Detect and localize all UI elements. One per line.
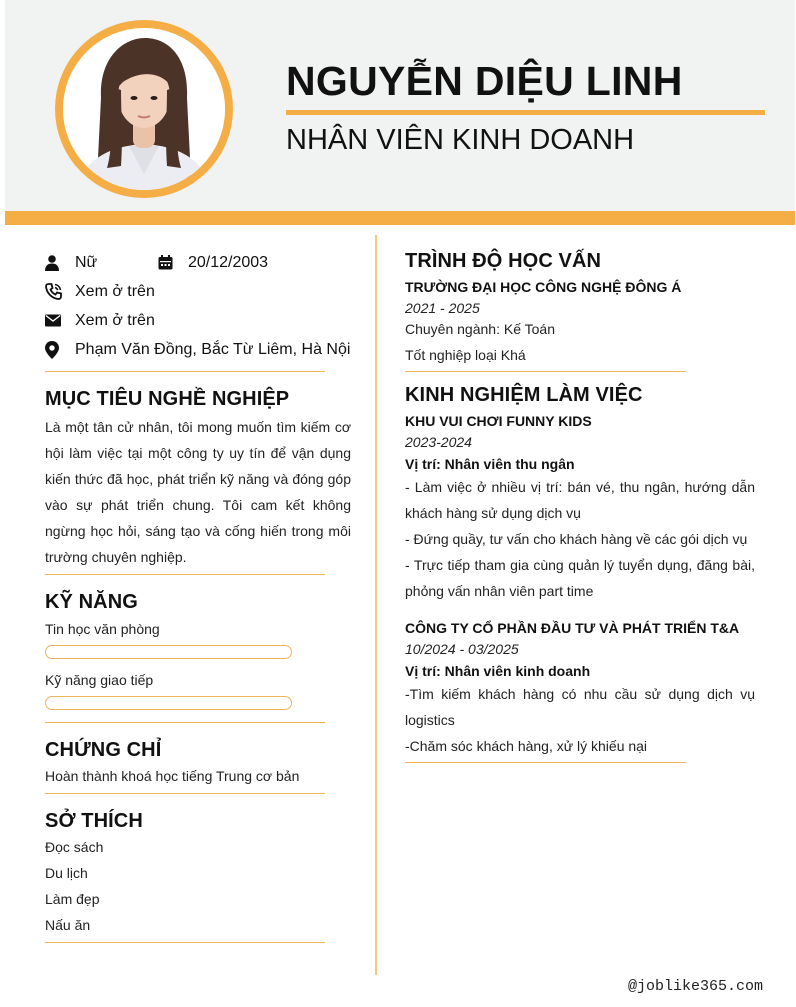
- header-accent-bar: [5, 211, 795, 225]
- left-column: [45, 248, 351, 943]
- contact-gender-dob-row: [45, 248, 351, 277]
- objective-text: Là một tân cử nhân, tôi mong muốn tìm kiếm cơ hội làm việc tại một công ty uy tín để vận dụng kiến thức đã học, phát triển kỹ năng và đóng góp vào sự phát triển chung. Tôi cam kết không ngừng học hỏi, sáng tạo và cống hiến trong môi trường chuyên nghiệp.: [45, 419, 351, 565]
- school-name: TRƯỜNG ĐẠI HỌC CÔNG NGHỆ ĐÔNG Á: [405, 279, 682, 295]
- skill-label: Tin học văn phòng: [45, 621, 160, 637]
- contact-email-row: [45, 306, 351, 335]
- phone-icon: [45, 283, 75, 300]
- column-divider: [375, 235, 377, 975]
- job-period: 10/2024 - 03/2025: [405, 641, 519, 657]
- calendar-icon: [158, 255, 188, 270]
- education-grade: Tốt nghiệp loại Khá: [405, 347, 526, 363]
- candidate-job-title: NHÂN VIÊN KINH DOANH: [286, 124, 635, 156]
- right-column: [405, 250, 755, 763]
- job-duty: - Trực tiếp tham gia cùng quản lý tuyển dụng, đăng bài, phỏng vấn nhân viên part time: [405, 557, 755, 599]
- site-watermark: @joblike365.com: [627, 978, 763, 995]
- candidate-name: NGUYỄN DIỆU LINH: [286, 58, 683, 104]
- certificates-heading: CHỨNG CHỈ: [45, 739, 162, 761]
- section-separator: [45, 942, 325, 943]
- name-underline: [286, 110, 765, 115]
- job-duty: -Tìm kiếm khách hàng có nhu cầu sử dụng dịch vụ logistics: [405, 686, 755, 728]
- envelope-icon: [45, 314, 75, 327]
- job-position: Vị trí: Nhân viên thu ngân: [405, 456, 575, 472]
- job-company: KHU VUI CHƠI FUNNY KIDS: [405, 413, 592, 429]
- hobby-item: Du lịch: [45, 865, 88, 881]
- experience-heading: KINH NGHIỆM LÀM VIỆC: [405, 384, 643, 406]
- section-separator: [405, 371, 686, 372]
- dob-value: 20/12/2003: [188, 253, 269, 271]
- hobby-item: Đọc sách: [45, 839, 104, 855]
- skill-level-bar: [45, 645, 292, 659]
- email-value: Xem ở trên: [75, 311, 155, 329]
- hobby-item: Làm đẹp: [45, 891, 100, 907]
- education-period: 2021 - 2025: [405, 300, 480, 316]
- job-duty: - Làm việc ở nhiều vị trí: bán vé, thu ngân, hướng dẫn khách hàng sử dụng dịch vụ: [405, 479, 755, 521]
- job-duty: - Đứng quầy, tư vấn cho khách hàng về các gói dịch vụ: [405, 531, 748, 547]
- job-company: CÔNG TY CỔ PHẦN ĐẦU TƯ VÀ PHÁT TRIỂN T&A: [405, 620, 740, 636]
- job-duty: -Chăm sóc khách hàng, xử lý khiếu nại: [405, 738, 648, 754]
- phone-value: Xem ở trên: [75, 282, 155, 300]
- gender-value: Nữ: [75, 253, 98, 271]
- hobbies-list: [45, 834, 351, 938]
- job-entry: [405, 413, 755, 604]
- profile-photo-frame: [55, 20, 233, 198]
- location-pin-icon: [45, 341, 75, 359]
- hobbies-heading: SỞ THÍCH: [45, 810, 143, 832]
- section-separator: [45, 722, 325, 723]
- profile-photo: [63, 28, 225, 190]
- section-separator: [45, 574, 325, 575]
- job-period: 2023-2024: [405, 434, 472, 450]
- person-icon: [45, 255, 75, 271]
- section-separator: [405, 762, 686, 763]
- skill-label: Kỹ năng giao tiếp: [45, 672, 154, 688]
- contact-address-row: [45, 335, 351, 364]
- hobby-item: Nấu ăn: [45, 917, 91, 933]
- address-value: Phạm Văn Đồng, Bắc Từ Liêm, Hà Nội: [75, 340, 351, 358]
- certificate-item: Hoàn thành khoá học tiếng Trung cơ bản: [45, 768, 300, 784]
- skill-level-bar: [45, 696, 292, 710]
- skill-item: [45, 620, 351, 659]
- skills-heading: KỸ NĂNG: [45, 591, 138, 613]
- section-separator: [45, 793, 325, 794]
- education-heading: TRÌNH ĐỘ HỌC VẤN: [405, 250, 602, 272]
- job-position: Vị trí: Nhân viên kinh doanh: [405, 663, 591, 679]
- section-separator: [45, 371, 325, 372]
- education-major: Chuyên ngành: Kế Toán: [405, 321, 555, 337]
- skill-item: [45, 671, 351, 710]
- job-entry: [405, 620, 755, 759]
- contact-phone-row: [45, 277, 351, 306]
- objective-heading: MỤC TIÊU NGHỀ NGHIỆP: [45, 388, 290, 410]
